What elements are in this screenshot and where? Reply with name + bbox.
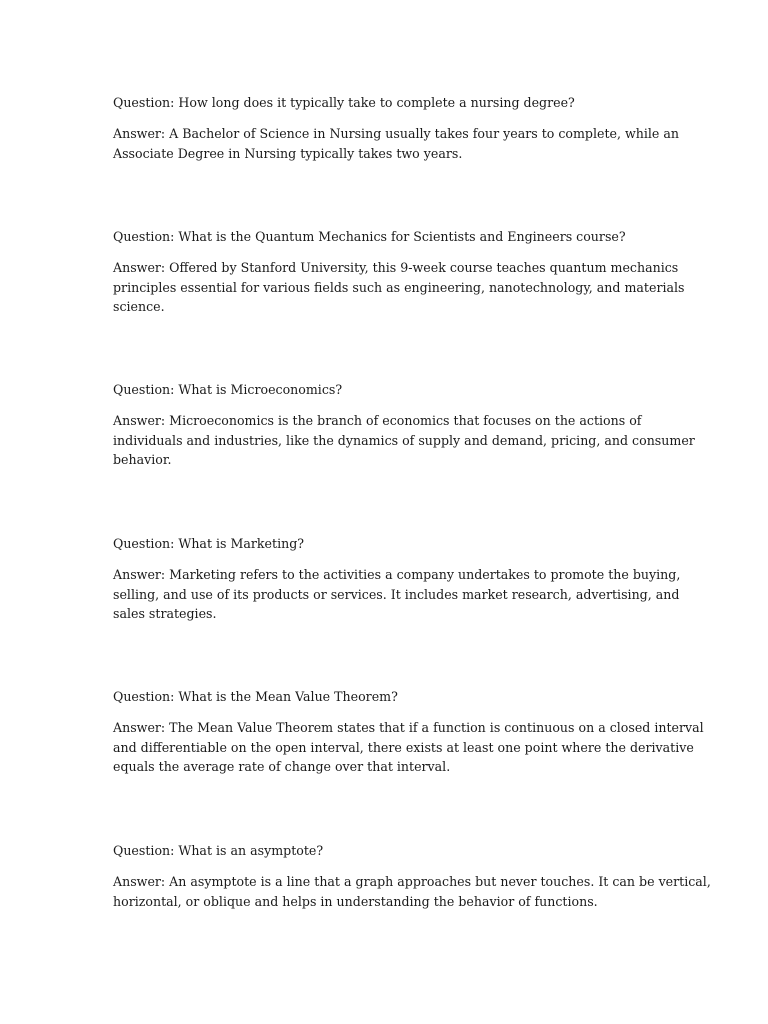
answer-line: principles essential for various fields such as engineering, nanotechnology, and materials <box>113 279 685 295</box>
answer-text <box>113 124 679 163</box>
answer-line: Answer: Microeconomics is the branch of economics that focuses on the actions of <box>113 413 642 429</box>
answer-line: Answer: A Bachelor of Science in Nursing usually takes four years to complete, while an <box>113 126 679 142</box>
answer-line: and differentiable on the open interval, there exists at least one point where the derivative <box>113 739 694 755</box>
answer-text <box>113 258 685 316</box>
question-text: Question: What is an asymptote? <box>113 843 324 858</box>
qa-item <box>113 534 681 624</box>
answer-line: Answer: Marketing refers to the activities a company undertakes to promote the buying, <box>113 567 681 583</box>
answer-line: behavior. <box>113 452 172 468</box>
question-text: Question: How long does it typically take to complete a nursing degree? <box>113 95 575 110</box>
answer-line: equals the average rate of change over that interval. <box>113 759 451 775</box>
qa-item <box>113 93 679 163</box>
question-text: Question: What is Microeconomics? <box>113 382 343 397</box>
answer-line: selling, and use of its products or services. It includes market research, advertising, and <box>113 586 680 602</box>
answer-text <box>113 718 704 776</box>
answer-line: Associate Degree in Nursing typically takes two years. <box>113 145 463 161</box>
answer-line: Answer: The Mean Value Theorem states that if a function is continuous on a closed interval <box>113 720 704 736</box>
answer-line: science. <box>113 299 165 315</box>
answer-text <box>113 872 711 911</box>
qa-item <box>113 841 711 911</box>
answer-line: individuals and industries, like the dynamics of supply and demand, pricing, and consumer <box>113 432 695 448</box>
qa-item <box>113 687 704 777</box>
answer-line: Answer: Offered by Stanford University, this 9-week course teaches quantum mechanics <box>113 260 679 276</box>
question-text: Question: What is the Quantum Mechanics for Scientists and Engineers course? <box>113 229 626 244</box>
qa-item <box>113 227 685 317</box>
question-text: Question: What is Marketing? <box>113 536 305 551</box>
answer-line: horizontal, or oblique and helps in understanding the behavior of functions. <box>113 893 598 909</box>
answer-line: sales strategies. <box>113 606 217 622</box>
answer-text <box>113 411 695 469</box>
answer-text <box>113 565 681 623</box>
qa-item <box>113 380 695 470</box>
answer-line: Answer: An asymptote is a line that a graph approaches but never touches. It can be vertical, <box>113 874 711 890</box>
question-text: Question: What is the Mean Value Theorem? <box>113 689 398 704</box>
